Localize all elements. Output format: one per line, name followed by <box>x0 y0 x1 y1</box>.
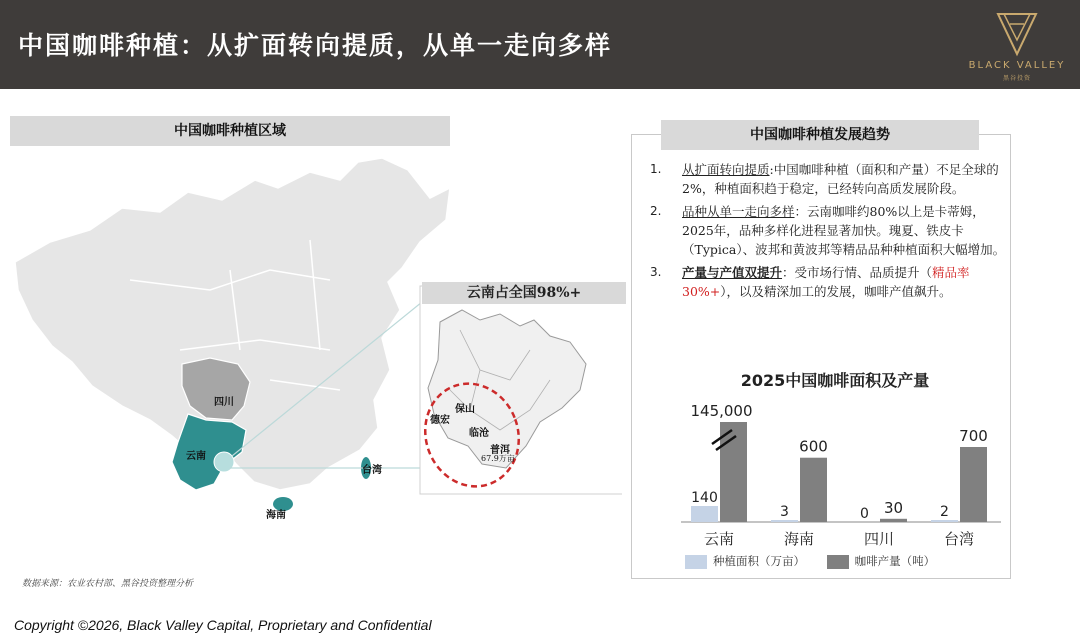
production-bar-2 <box>880 519 907 522</box>
legend-item-area <box>685 553 805 569</box>
trend-number-2: 2. <box>650 204 662 218</box>
logo-mark-icon <box>958 10 1076 60</box>
header-bar <box>0 0 1080 89</box>
hainan-label: 海南 <box>266 510 286 521</box>
black-valley-logo <box>958 10 1076 82</box>
legend-label-production: 咖啡产量（吨） <box>854 554 936 568</box>
legend-swatch-area <box>685 555 707 569</box>
dehong-label: 德宏 <box>430 415 450 426</box>
yunnan-focus-circle <box>214 452 234 472</box>
data-source: 数据来源：农业农村部、黑谷投资整理分析 <box>22 579 194 589</box>
trend-heading-1: 从扩面转向提质 <box>682 162 770 177</box>
trend-panel-title: 中国咖啡种植发展趋势 <box>661 120 979 150</box>
trend-item-2 <box>648 202 1008 259</box>
production-value-label-0: 145,000 <box>690 402 753 420</box>
puer-label: 普洱 <box>490 445 510 456</box>
brand-name: BLACK VALLEY <box>968 60 1066 71</box>
region-panel-title: 中国咖啡种植区域 <box>10 116 450 146</box>
coffee-bar-chart <box>631 385 1011 555</box>
trend-item-1 <box>648 160 1008 198</box>
category-label-2: 四川 <box>863 530 895 548</box>
category-label-3: 台湾 <box>943 530 975 548</box>
trend-text-3a: ：受市场行情、品质提升（ <box>782 265 933 280</box>
area-value-label-2: 0 <box>860 506 869 522</box>
area-value-label-1: 3 <box>780 504 789 520</box>
trend-text-3b: ），以及精深加工的发展，咖啡产值飙升。 <box>720 284 952 299</box>
legend-label-area: 种植面积（万亩） <box>713 554 805 568</box>
china-coffee-map <box>10 150 622 570</box>
trend-text-2: ：云南咖啡约80%以上是卡蒂姆，2025年，品种多样化进程显著加快。瑰夏、铁皮卡（Typica）、波邦和黄波邦等精品品种种植面积大幅增加。 <box>682 204 1006 257</box>
area-bar-0 <box>691 506 718 522</box>
sichuan-label: 四川 <box>214 397 234 408</box>
area-bar-3 <box>931 520 958 522</box>
page-title: 中国咖啡种植：从扩面转向提质，从单一走向多样 <box>18 31 613 60</box>
category-label-1: 海南 <box>783 530 815 548</box>
legend-swatch-production <box>827 555 849 569</box>
area-value-label-3: 2 <box>940 504 949 520</box>
production-bar-3 <box>960 447 987 522</box>
trend-item-3 <box>648 263 1008 301</box>
trend-heading-2: 品种从单一走向多样 <box>682 204 795 219</box>
copyright-notice: Copyright ©2026, Black Valley Capital, Proprietary and Confidential <box>14 617 432 633</box>
inset-title: 云南占全国98%+ <box>422 282 626 304</box>
trend-text-1: :中国咖啡种植（面积和产量）不足全球的2%，种植面积趋于稳定，已经转向高质发展阶段。 <box>682 162 999 196</box>
taiwan-label: 台湾 <box>362 465 382 476</box>
production-bar-1 <box>800 458 827 522</box>
area-value-label-0: 140 <box>691 490 718 506</box>
legend-item-production <box>827 553 936 569</box>
yunnan-label: 云南 <box>186 451 206 462</box>
category-label-0: 云南 <box>703 530 735 548</box>
chart-legend <box>685 553 953 569</box>
trend-list <box>648 160 1008 305</box>
brand-subtitle: 黑谷投资 <box>1002 75 1031 82</box>
baoshan-label: 保山 <box>455 404 475 415</box>
lincang-label: 临沧 <box>469 428 489 439</box>
production-value-label-2: 30 <box>883 498 904 517</box>
area-bar-1 <box>771 520 798 522</box>
chart-title: 2025中国咖啡面积及产量 <box>740 371 930 390</box>
puer-value: 67.9万亩 <box>481 454 515 463</box>
trend-number-3: 3. <box>650 265 662 279</box>
trend-heading-3: 产量与产值双提升 <box>682 265 783 280</box>
trend-highlight-3: 精品率30%+ <box>682 265 970 299</box>
production-value-label-3: 700 <box>959 427 988 445</box>
trend-number-1: 1. <box>650 162 662 176</box>
production-value-label-1: 600 <box>799 437 828 456</box>
